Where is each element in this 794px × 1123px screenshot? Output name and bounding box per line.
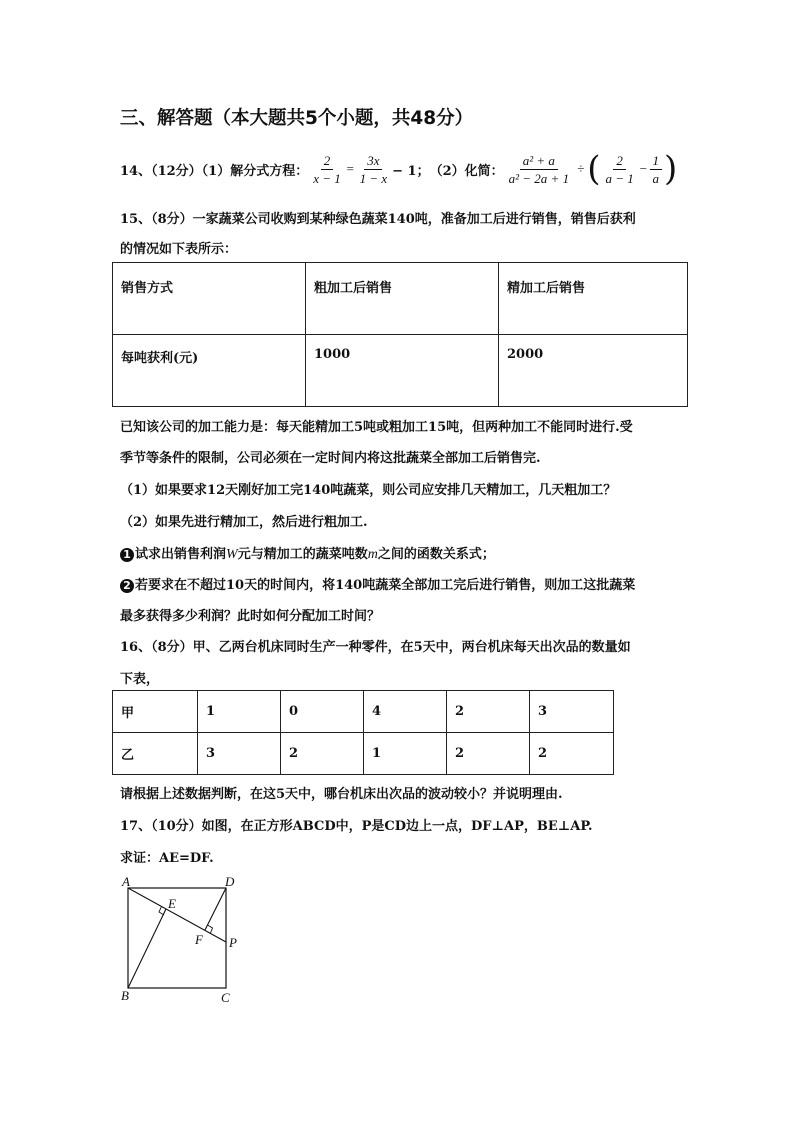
- table-cell: 甲: [113, 691, 198, 733]
- q15-line2: 的情况如下表所示：: [120, 242, 238, 257]
- table-cell: 乙: [113, 733, 198, 775]
- table-header-cell: 粗加工后销售: [306, 263, 499, 335]
- q14-eq-rhs-fraction: [357, 152, 391, 187]
- q14-inner2-num: 1: [650, 152, 663, 170]
- q14-eq-rhs-den: 1 − x: [359, 170, 388, 186]
- q14-inner-minus: −: [638, 161, 648, 176]
- q15-c1-var-m: m: [367, 547, 378, 562]
- q14-inner1-fraction: [602, 152, 636, 187]
- label-f: F: [195, 932, 203, 947]
- label-a: A: [122, 874, 130, 889]
- table-row: [113, 733, 614, 775]
- q14-inner2-fraction: [650, 152, 663, 187]
- table-cell: 2: [530, 733, 614, 775]
- table-cell: 3: [198, 733, 281, 775]
- q14-left-paren: (: [587, 149, 601, 189]
- table-cell: 每吨获利(元): [113, 335, 306, 407]
- table-cell: 3: [530, 691, 614, 733]
- q14-inner1-num: 2: [613, 152, 626, 170]
- table-cell: 2: [447, 733, 530, 775]
- q15-circle1-line: [120, 543, 495, 563]
- table-row: [113, 691, 614, 733]
- table-row: [113, 263, 688, 335]
- q14-eq-tail: − 1；: [392, 163, 430, 179]
- q17-line1: 17、（10分）如图，在正方形ABCD中，P是CD边上一点，DF⊥AP，BE⊥AP.: [120, 819, 593, 834]
- circled-number-1: 1: [120, 548, 134, 562]
- q14-simp-den: a² − 2a + 1: [508, 170, 570, 186]
- q15-line1: 15、（8分）一家蔬菜公司收购到某种绿色蔬菜140吨，准备加工后进行销售，销售后获利: [120, 212, 636, 227]
- q15-c1-var-w: W: [226, 547, 238, 562]
- q14-divide: ÷: [577, 161, 585, 176]
- label-p: P: [229, 935, 237, 950]
- label-b: B: [121, 988, 129, 1003]
- table-header-cell: 销售方式: [113, 263, 306, 335]
- q15-para1: 已知该公司的加工能力是：每天能精加工5吨或粗加工15吨，但两种加工不能同时进行.受: [120, 420, 633, 435]
- table-cell: 0: [281, 691, 364, 733]
- label-c: C: [221, 990, 230, 1005]
- segment-df: [205, 888, 226, 930]
- table-cell: 2: [281, 733, 364, 775]
- q15-c1-text-b: 元与精加工的蔬菜吨数: [237, 547, 368, 562]
- segment-ap: [128, 888, 226, 942]
- q14-eq-lhs-den: x − 1: [313, 170, 341, 186]
- q15-c1-text-a: 试求出销售利润: [135, 547, 227, 562]
- table-cell: 1: [198, 691, 281, 733]
- q14-part2: （2）化简：: [429, 163, 504, 179]
- table-cell: 1: [364, 733, 447, 775]
- square-abcd: [128, 888, 226, 988]
- segment-be: [128, 909, 166, 988]
- table-cell: 2000: [499, 335, 688, 407]
- q16-line2: 下表，: [120, 672, 160, 687]
- q15-c1-text-c: 之间的函数关系式；: [377, 547, 495, 562]
- q16-after: 请根据上述数据判断，在这5天中，哪台机床出次品的波动较小？并说明理由.: [120, 787, 563, 802]
- q16-defect-table: [112, 690, 614, 775]
- q14-right-paren: ): [664, 149, 678, 189]
- q15-c2-line2: 最多获得多少利润？此时如何分配加工时间？: [120, 609, 381, 624]
- q14-line: [120, 148, 677, 190]
- q14-eq-lhs-fraction: [310, 152, 344, 187]
- q15-profit-table: [112, 262, 688, 407]
- q15-c2-line1: 若要求在不超过10天的时间内，将140吨蔬菜全部加工完后进行销售，则加工这批蔬菜: [135, 578, 636, 593]
- table-cell: 2: [447, 691, 530, 733]
- square-figure: [115, 872, 245, 1006]
- q15-sub2: （2）如果先进行精加工，然后进行粗加工.: [120, 515, 368, 530]
- q14-inner1-den: a − 1: [605, 170, 634, 186]
- section-heading: 三、解答题（本大题共5个小题，共48分）: [120, 108, 474, 129]
- q17-line2: 求证：AE=DF.: [120, 851, 214, 866]
- table-cell: 1000: [306, 335, 499, 407]
- table-cell: 4: [364, 691, 447, 733]
- q14-eq-rhs-num: 3x: [364, 152, 382, 170]
- q15-para2: 季节等条件的限制，公司必须在一定时间内将这批蔬菜全部加工后销售完.: [120, 451, 541, 466]
- q14-prefix: 14、（12分）（1）解分式方程：: [120, 163, 309, 179]
- q15-sub1: （1）如果要求12天刚好加工完140吨蔬菜，则公司应安排几天精加工，几天粗加工？: [120, 483, 617, 498]
- q16-line1: 16、（8分）甲、乙两台机床同时生产一种零件，在5天中，两台机床每天出次品的数量如: [120, 640, 631, 655]
- q15-circle2-line: [120, 574, 635, 593]
- circled-number-2: 2: [120, 579, 134, 593]
- table-header-cell: 精加工后销售: [499, 263, 688, 335]
- table-row: [113, 335, 688, 407]
- q14-equals: =: [345, 161, 355, 176]
- label-e: E: [168, 896, 176, 911]
- label-d: D: [225, 874, 235, 889]
- q14-inner2-den: a: [652, 170, 660, 186]
- q14-simp-fraction: [506, 152, 572, 187]
- q14-eq-lhs-num: 2: [321, 152, 334, 170]
- q14-simp-num: a² + a: [520, 152, 558, 170]
